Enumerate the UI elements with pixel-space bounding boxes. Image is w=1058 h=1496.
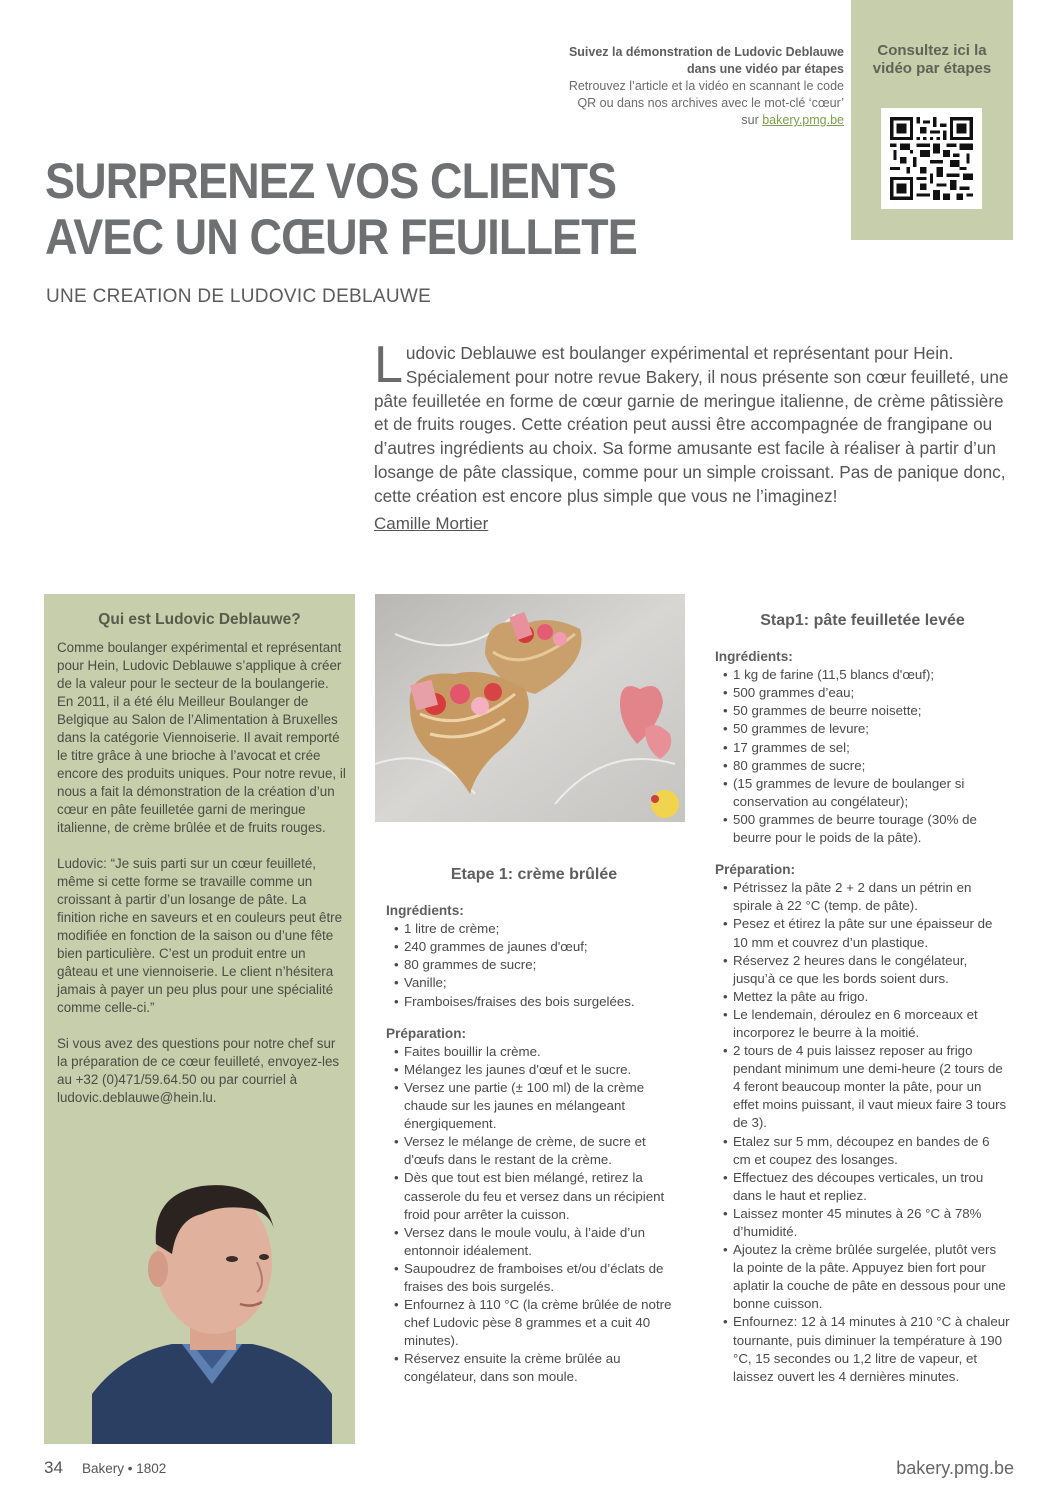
list-item: • 1 litre de crème; bbox=[386, 920, 682, 938]
qr-code-icon bbox=[890, 117, 973, 200]
list-item: • 80 grammes de sucre; bbox=[715, 757, 1010, 775]
list-item: • Faites bouillir la crème. bbox=[386, 1043, 682, 1061]
list-item: • Le lendemain, déroulez en 6 morceaux et incorporez le beurre à la moitié. bbox=[715, 1006, 1010, 1042]
list-item: • 500 grammes de beurre tourage (30% de beurre pour le poids de la pâte). bbox=[715, 811, 1010, 847]
page-title bbox=[45, 153, 729, 265]
promo-line: Retrouvez l’article et la vidéo en scannant le code bbox=[568, 79, 844, 93]
list-item: • Vanille; bbox=[386, 974, 682, 992]
list-item: • 50 grammes de levure; bbox=[715, 720, 1010, 738]
list-item: • Versez dans le moule voulu, à l’aide d’un entonnoir idéalement. bbox=[386, 1224, 682, 1260]
list-item: • Dès que tout est bien mélangé, retirez la casserole du feu et versez dans un récipient froid pour arrêter la cuisson. bbox=[386, 1169, 682, 1223]
qr-title bbox=[851, 42, 1013, 78]
list-item: • 80 grammes de sucre; bbox=[386, 956, 682, 974]
list-item: • 240 grammes de jaunes d'œuf; bbox=[386, 938, 682, 956]
list-item: • Ajoutez la crème brûlée surgelée, plutôt vers la pointe de la pâte. Appuyez bien fort pour aplatir la couche de pâte en dessous pour une bonne cuisson. bbox=[715, 1241, 1010, 1313]
list-item: • 50 grammes de beurre noisette; bbox=[715, 702, 1010, 720]
list-item: • 1 kg de farine (11,5 blancs d'œuf); bbox=[715, 666, 1010, 684]
ingredients-heading: Ingrédients: bbox=[715, 649, 793, 665]
preparation-list bbox=[715, 879, 1010, 1386]
list-item: • (15 grammes de levure de boulanger si conservation au congélateur); bbox=[715, 775, 1010, 811]
ingredients-heading: Ingrédients: bbox=[386, 903, 464, 919]
heart-pastry-image bbox=[375, 594, 685, 822]
footer-website-link[interactable]: bakery.pmg.be bbox=[896, 1458, 1014, 1478]
preparation-heading: Préparation: bbox=[386, 1025, 467, 1041]
step-title: Etape 1: crème brûlée bbox=[450, 866, 618, 883]
list-item: • Réservez 2 heures dans le congélateur, jusqu’à ce que les bords soient durs. bbox=[715, 952, 1010, 988]
qr-code[interactable] bbox=[881, 108, 982, 209]
title-line: AVEC UN CŒUR FEUILLETE bbox=[45, 209, 637, 265]
website-link[interactable]: bakery.pmg.be bbox=[762, 113, 844, 127]
qr-title-line: vidéo par étapes bbox=[872, 60, 992, 77]
list-item: • Pesez et étirez la pâte sur une épaisseur de 10 mm et couvrez d’un plastique. bbox=[715, 915, 1010, 951]
list-item: • Versez une partie (± 100 ml) de la crème chaude sur les jaunes en mélangeant énergiquement. bbox=[386, 1079, 682, 1133]
promo-line bbox=[524, 112, 844, 129]
intro-paragraph bbox=[374, 336, 1014, 509]
promo-prefix: sur bbox=[741, 113, 763, 127]
list-item: • Effectuez des découpes verticales, un trou dans le haut et repliez. bbox=[715, 1169, 1010, 1205]
video-promo bbox=[524, 44, 844, 129]
list-item: • Versez le mélange de crème, de sucre et d'œufs dans le restant de la crème. bbox=[386, 1133, 682, 1169]
list-item: • Pétrissez la pâte 2 + 2 dans un pétrin en spirale à 22 °C (temp. de pâte). bbox=[715, 879, 1010, 915]
qr-box bbox=[851, 0, 1013, 240]
title-line: SURPRENEZ VOS CLIENTS bbox=[45, 153, 617, 209]
drop-cap: L bbox=[374, 336, 403, 394]
list-item: • Enfournez à 110 °C (la crème brûlée de notre chef Ludovic pèse 8 grammes et a cuit 40 minutes). bbox=[386, 1296, 682, 1350]
page-number: 34 bbox=[44, 1458, 63, 1477]
chef-portrait-image bbox=[92, 1154, 332, 1444]
ingredients-list bbox=[715, 666, 1010, 847]
promo-line: Suivez la démonstration de Ludovic Deblauwe bbox=[568, 45, 844, 59]
list-item: • Réservez ensuite la crème brûlée au congélateur, dans son moule. bbox=[386, 1350, 682, 1386]
bio-sidebar bbox=[44, 594, 355, 1444]
recipe-step-dough bbox=[715, 612, 1010, 1400]
sidebar-paragraph: Si vous avez des questions pour notre chef sur la préparation de ce cœur feuilleté, envoyez-les au +32 (0)471/59.64.50 ou par courriel à ludovic.deblauwe@hein.lu. bbox=[57, 1036, 340, 1105]
author-byline[interactable]: Camille Mortier bbox=[374, 514, 489, 533]
page-subtitle: UNE CREATION DE LUDOVIC DEBLAUWE bbox=[46, 286, 432, 307]
preparation-heading: Préparation: bbox=[715, 862, 796, 878]
list-item: • Mettez la pâte au frigo. bbox=[715, 988, 1010, 1006]
promo-line: dans une vidéo par étapes bbox=[687, 62, 844, 76]
sidebar-paragraph: Comme boulanger expérimental et représentant pour Hein, Ludovic Deblauwe s’applique à créer de la valeur pour le secteur de la boulangerie. En 2011, il a été élu Meilleur Boulanger de Belgique au Salon de l’Alimentation à Bruxelles dans la catégorie Viennoiserie. Il avait remporté le titre grâce à une brioche à l’avocat et crée encore des produits uniques. Pour notre revue, il nous a fait la démonstration de la création d’un cœur en pâte feuilletée garni de meringue italienne, de crème brûlée et de fruits rouges. bbox=[57, 640, 346, 835]
step-title: Stap1: pâte feuilletée levée bbox=[760, 612, 965, 629]
list-item: • Etalez sur 5 mm, découpez en bandes de 6 cm et coupez des losanges. bbox=[715, 1133, 1010, 1169]
list-item: • Framboises/fraises des bois surgelées. bbox=[386, 993, 682, 1011]
list-item: • Laissez monter 45 minutes à 26 °C à 78% d’humidité. bbox=[715, 1205, 1010, 1241]
ingredients-list bbox=[386, 920, 682, 1010]
sidebar-paragraph: Ludovic: “Je suis parti sur un cœur feuilleté, même si cette forme se travaille comme un croissant à partir d’un losange de pâte. La finition riche en saveurs et en couleurs peut être modifiée en fonction de la saison ou d’une fête bien particulière. C’est un produit entre un gâteau et une viennoiserie. Le client n’hésitera jamais à payer un peu plus pour une spécialité comme celle-ci.” bbox=[57, 856, 343, 1015]
list-item: • 2 tours de 4 puis laissez reposer au frigo pendant minimum une demi-heure (2 tours de 4 feront beaucoup monter la pâte, pour un effet moins puissant, il vaut mieux faire 3 tours de 3). bbox=[715, 1042, 1010, 1132]
recipe-step-1 bbox=[386, 866, 682, 1401]
list-item: • Saupoudrez de framboises et/ou d’éclats de fraises des bois surgelés. bbox=[386, 1260, 682, 1296]
list-item: • 17 grammes de sel; bbox=[715, 739, 1010, 757]
pastry-photo bbox=[375, 594, 685, 822]
magazine-issue: Bakery • 1802 bbox=[82, 1461, 167, 1476]
preparation-list bbox=[386, 1043, 682, 1387]
qr-title-line: Consultez ici la bbox=[877, 42, 987, 59]
list-item: • Mélangez les jaunes d'œuf et le sucre. bbox=[386, 1061, 682, 1079]
sidebar-text bbox=[57, 639, 347, 1125]
list-item: • 500 grammes d’eau; bbox=[715, 684, 1010, 702]
promo-line: QR ou dans nos archives avec le mot-clé ‘cœur’ bbox=[577, 96, 844, 110]
list-item: • Enfournez: 12 à 14 minutes à 210 °C à chaleur tournante, puis diminuer la température à 190 °C, 15 secondes ou 1,2 litre de vapeur, et laissez ouvert les 4 dernières minutes. bbox=[715, 1313, 1010, 1385]
intro-text: udovic Deblauwe est boulanger expérimental et représentant pour Hein. Spécialement pour notre revue Bakery, il nous présente son cœur feuilleté, une pâte feuilletée en forme de cœur garnie de meringue italienne, de crème pâtissière et de fruits rouges. Cette création peut aussi être accompagnée de frangipane ou d’autres ingrédients au choix. Sa forme amusante est facile à réaliser à partir d’un losange de pâte classique, comme pour un simple croissant. Pas de panique donc, cette création est encore plus simple que vous ne l’imaginez! bbox=[374, 343, 1009, 506]
sidebar-title: Qui est Ludovic Deblauwe? bbox=[98, 611, 301, 628]
